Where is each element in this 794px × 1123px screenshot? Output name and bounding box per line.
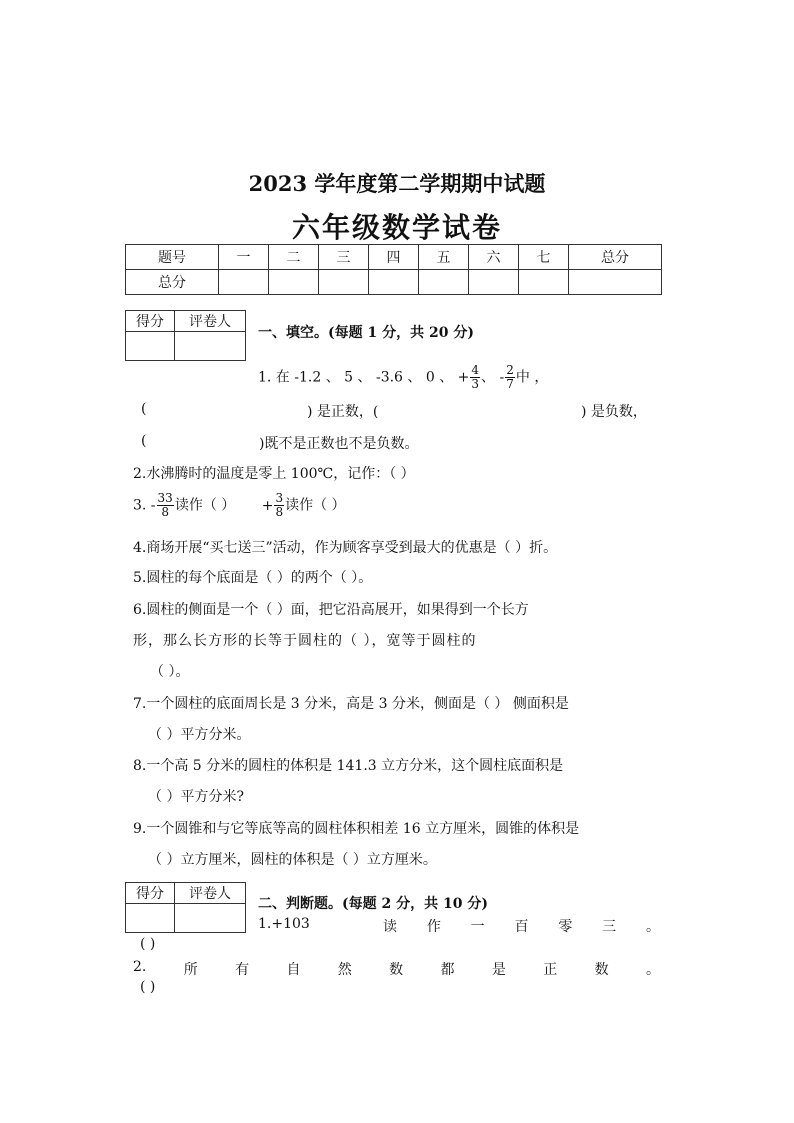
grader-score-label: 得分 <box>126 883 175 904</box>
score-row-label: 总分 <box>126 270 219 295</box>
grader-score-blank[interactable] <box>126 332 175 361</box>
q1-line3: ( )既不是正数也不是负数。 <box>141 433 419 452</box>
section2-heading: 二、判断题。(每题 2 分，共 10 分) <box>258 896 488 912</box>
score-cell: 六 <box>469 245 519 270</box>
q8-line1: 8.一个高 5 分米的圆柱的体积是 141.3 立方分米，这个圆柱底面积是 <box>133 758 564 774</box>
score-cell: 七 <box>519 245 569 270</box>
q7-line1: 7.一个圆柱的底面周长是 3 分米，高是 3 分米，侧面是（ ） 侧面积是 <box>133 696 569 712</box>
judge-q1-words: 读 作 一 百 零 三 。 <box>383 919 660 935</box>
grader-name-label: 评卷人 <box>175 883 246 904</box>
score-cell: 总分 <box>569 245 662 270</box>
score-blank[interactable] <box>269 270 319 295</box>
score-blank[interactable] <box>369 270 419 295</box>
exam-title: 2023 学年度第二学期期中试题 <box>248 171 546 196</box>
grader-box-section1 <box>125 310 246 361</box>
grader-score-blank[interactable] <box>126 904 175 933</box>
fraction-four-thirds: $\frac{4}{3}$ <box>471 363 480 391</box>
grader-name-label: 评卷人 <box>175 311 246 332</box>
score-blank[interactable] <box>219 270 269 295</box>
fraction-two-sevenths: $\frac{2}{7}$ <box>506 363 514 391</box>
judge-q1-prefix: 1.+103 <box>258 916 310 932</box>
score-blank[interactable] <box>519 270 569 295</box>
score-cell: 三 <box>319 245 369 270</box>
grader-name-blank[interactable] <box>175 904 246 933</box>
q6-line3: （ ）。 <box>150 664 190 680</box>
q1-line1 <box>258 364 548 391</box>
q1-mid: 、 - <box>481 369 505 386</box>
q4: 4.商场开展“买七送三”活动，作为顾客享受到最大的优惠是（ ）折。 <box>133 540 558 556</box>
q6-line2: 形，那么长方形的长等于圆柱的（ ），宽等于圆柱的 <box>133 633 477 649</box>
q8-line2: （ ）平方分米? <box>148 789 244 805</box>
q1-prefix: 1. 在 -1.2 、 5 、 -3.6 、 0 、 + <box>258 369 470 386</box>
score-table-value-row <box>126 270 662 295</box>
grader-score-label: 得分 <box>126 311 175 332</box>
score-cell: 一 <box>219 245 269 270</box>
q7-line2: （ ）平方分米。 <box>148 727 251 743</box>
score-blank[interactable] <box>569 270 662 295</box>
judge-q2-words: 2. 所 有 自 然 数 都 是 正 数 。 <box>133 959 660 978</box>
q3: 3. - $\frac{33}{8}$ 读作（ ） + $\frac{3}{8}$ 读作（ ） <box>133 491 346 519</box>
fraction-3-8: $\frac{3}{8}$ <box>275 491 284 519</box>
q6-line1: 6.圆柱的侧面是一个（ ）面，把它沿高展开，如果得到一个长方 <box>133 602 529 618</box>
q2: 2.水沸腾时的温度是零上 100℃，记作：（ ） <box>133 466 415 482</box>
exam-subtitle: 六年级数学试卷 <box>291 211 502 244</box>
score-cell: 题号 <box>126 245 219 270</box>
grader-box-section2 <box>125 882 246 933</box>
score-table <box>125 244 662 295</box>
score-cell: 四 <box>369 245 419 270</box>
q5: 5.圆柱的每个底面是（ ）的两个（ ）。 <box>133 570 373 586</box>
judge-q1-answer-paren[interactable]: ( ) <box>140 936 156 952</box>
score-cell: 五 <box>419 245 469 270</box>
q1-suffix: 中 ， <box>515 369 549 386</box>
score-cell: 二 <box>269 245 319 270</box>
score-table-header-row <box>126 245 662 270</box>
score-blank[interactable] <box>419 270 469 295</box>
score-blank[interactable] <box>469 270 519 295</box>
score-blank[interactable] <box>319 270 369 295</box>
q9-line1: 9.一个圆锥和与它等底等高的圆柱体积相差 16 立方厘米，圆锥的体积是 <box>133 821 580 837</box>
fraction-33-8: $\frac{33}{8}$ <box>157 491 173 519</box>
grader-name-blank[interactable] <box>175 332 246 361</box>
section1-heading: 一、填空。(每题 1 分，共 20 分) <box>258 325 474 341</box>
judge-q2-answer-paren[interactable]: ( ) <box>140 979 156 995</box>
q9-line2: （ ）立方厘米，圆柱的体积是（ ）立方厘米。 <box>148 852 437 868</box>
